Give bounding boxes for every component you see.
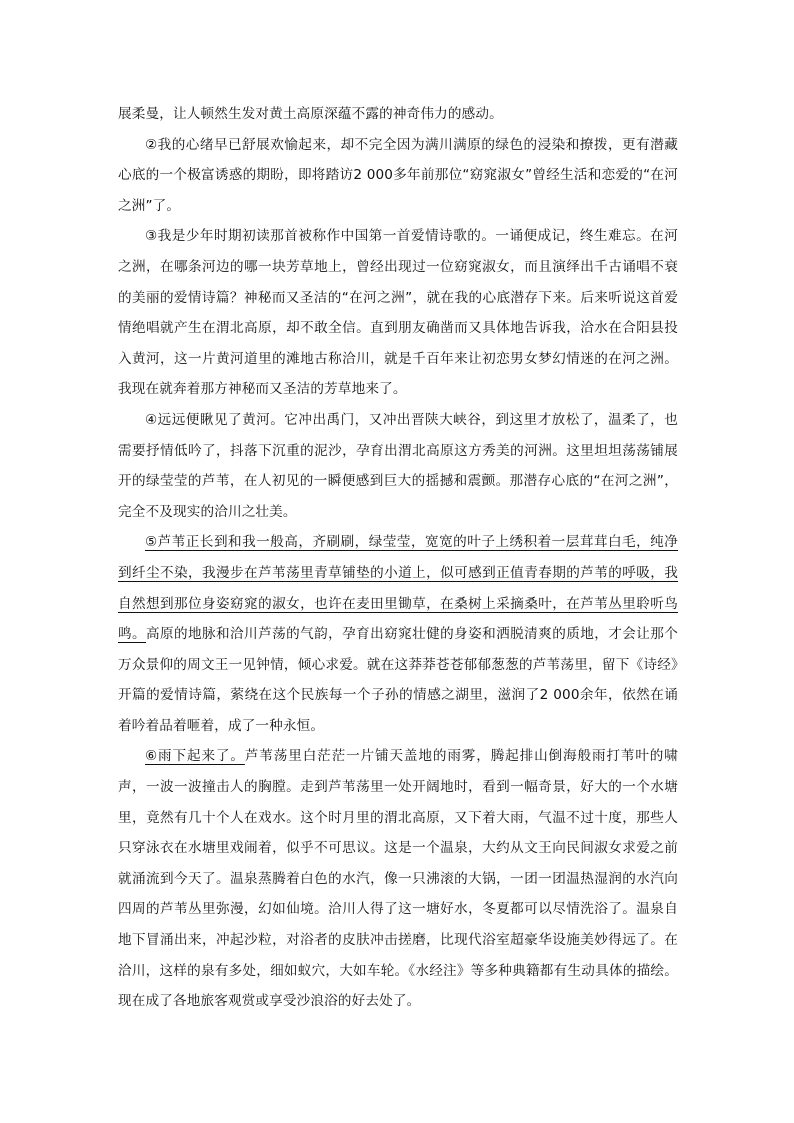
paragraph-text: ④远远便瞅见了黄河。它冲出禹门，又冲出晋陕大峡谷，到这里才放松了，温柔了，也需要抒情低吟了，抖落下沉重的泥沙，孕育出渭北高原这方秀美的河洲。这里坦坦荡荡铺展开的绿莹莹的芦苇，在人初见的一瞬便感到巨大的摇撼和震颤。那潜存心底的“在河之洲”，完全不及现实的洽川之壮美。 (118, 411, 678, 520)
paragraph-text: 展柔曼，让人顿然生发对黄土高原深蕴不露的神奇伟力的感动。 (118, 106, 503, 122)
paragraph-3 (118, 221, 678, 405)
paragraph-text: 高原的地脉和洽川芦荡的气韵，孕育出窈窕壮健的身姿和洒脱清爽的质地，才会让那个万众景仰的周文王一见钟情，倾心求爱。就在这莽莽苍苍郁郁葱葱的芦苇荡里，留下《诗经》开篇的爱情诗篇，萦绕在这个民族每一个子孙的情感之湖里，滋润了2 000余年，依然在诵着吟着品着咂着，成了一种永恒。 (118, 626, 678, 734)
paragraph-text: ②我的心绪早已舒展欢愉起来，却不完全因为满川满原的绿色的浸染和撩拨，更有潜藏心底的一个极富诱惑的期盼，即将踏访2 000多年前那位“窈窕淑女”曾经生活和恋爱的“在河之洲”了。 (118, 136, 678, 214)
underlined-passage: ⑥雨下起来了。 (145, 748, 245, 765)
paragraph-text: 芦苇荡里白茫茫一片铺天盖地的雨雾，腾起排山倒海般雨打苇叶的啸声，一波一波撞击人的胸膛。走到芦苇荡里一处开阔地时，看到一幅奇景，好大的一个水塘里，竟然有几十个人在戏水。这个时月里的渭北高原，又下着大雨，气温不过十度，那些人只穿泳衣在水塘里戏闹着，似乎不可思议。这是一个温泉，大约从文王向民间淑女求爱之前就涌流到今天了。温泉蒸腾着白色的水汽，像一只沸滚的大锅，一团一团温热湿润的水汽向四周的芦苇丛里弥漫，幻如仙境。洽川人得了这一塘好水，冬夏都可以尽情洗浴了。温泉自地下冒涌出来，冲起沙粒，对浴者的皮肤冲击搓磨，比现代浴室超豪华设施美妙得远了。在洽川，这样的泉有多处，细如蚁穴，大如车轮。《水经注》等多种典籍都有生动具体的描绘。现在成了各地旅客观赏或享受沙浪浴的好去处了。 (118, 748, 678, 1010)
paragraph-continued (118, 99, 678, 130)
paragraph-2 (118, 130, 678, 222)
paragraph-4 (118, 405, 678, 527)
paragraph-6 (118, 741, 678, 1016)
paragraph-text: ③我是少年时期初读那首被称作中国第一首爱情诗歌的。一诵便成记，终生难忘。在河之洲，在哪条河边的哪一块芳草地上，曾经出现过一位窈窕淑女，而且演绎出千古诵唱不衰的美丽的爱情诗篇？神秘而又圣洁的“在河之洲”，就在我的心底潜存下来。后来听说这首爱情绝唱就产生在渭北高原，却不敢全信。直到朋友确凿而又具体地告诉我，洽水在合阳县投入黄河，这一片黄河道里的滩地古称洽川，就是千百年来让初恋男女梦幻情迷的在河之洲。我现在就奔着那方神秘而又圣洁的芳草地来了。 (118, 228, 678, 398)
underlined-passage: ⑤芦苇正长到和我一般高，齐刷刷，绿莹莹，宽宽的叶子上绣积着一层茸茸白毛，纯净到纤尘不染，我漫步在芦苇荡里青草铺垫的小道上，似可感到正值青春期的芦苇的呼吸，我自然想到那位身姿窈窕的淑女，也许在麦田里锄草，在桑树上采摘桑叶，在芦苇丛里聆听鸟鸣。 (118, 534, 678, 643)
article-body (118, 99, 678, 1017)
paragraph-5 (118, 527, 678, 741)
